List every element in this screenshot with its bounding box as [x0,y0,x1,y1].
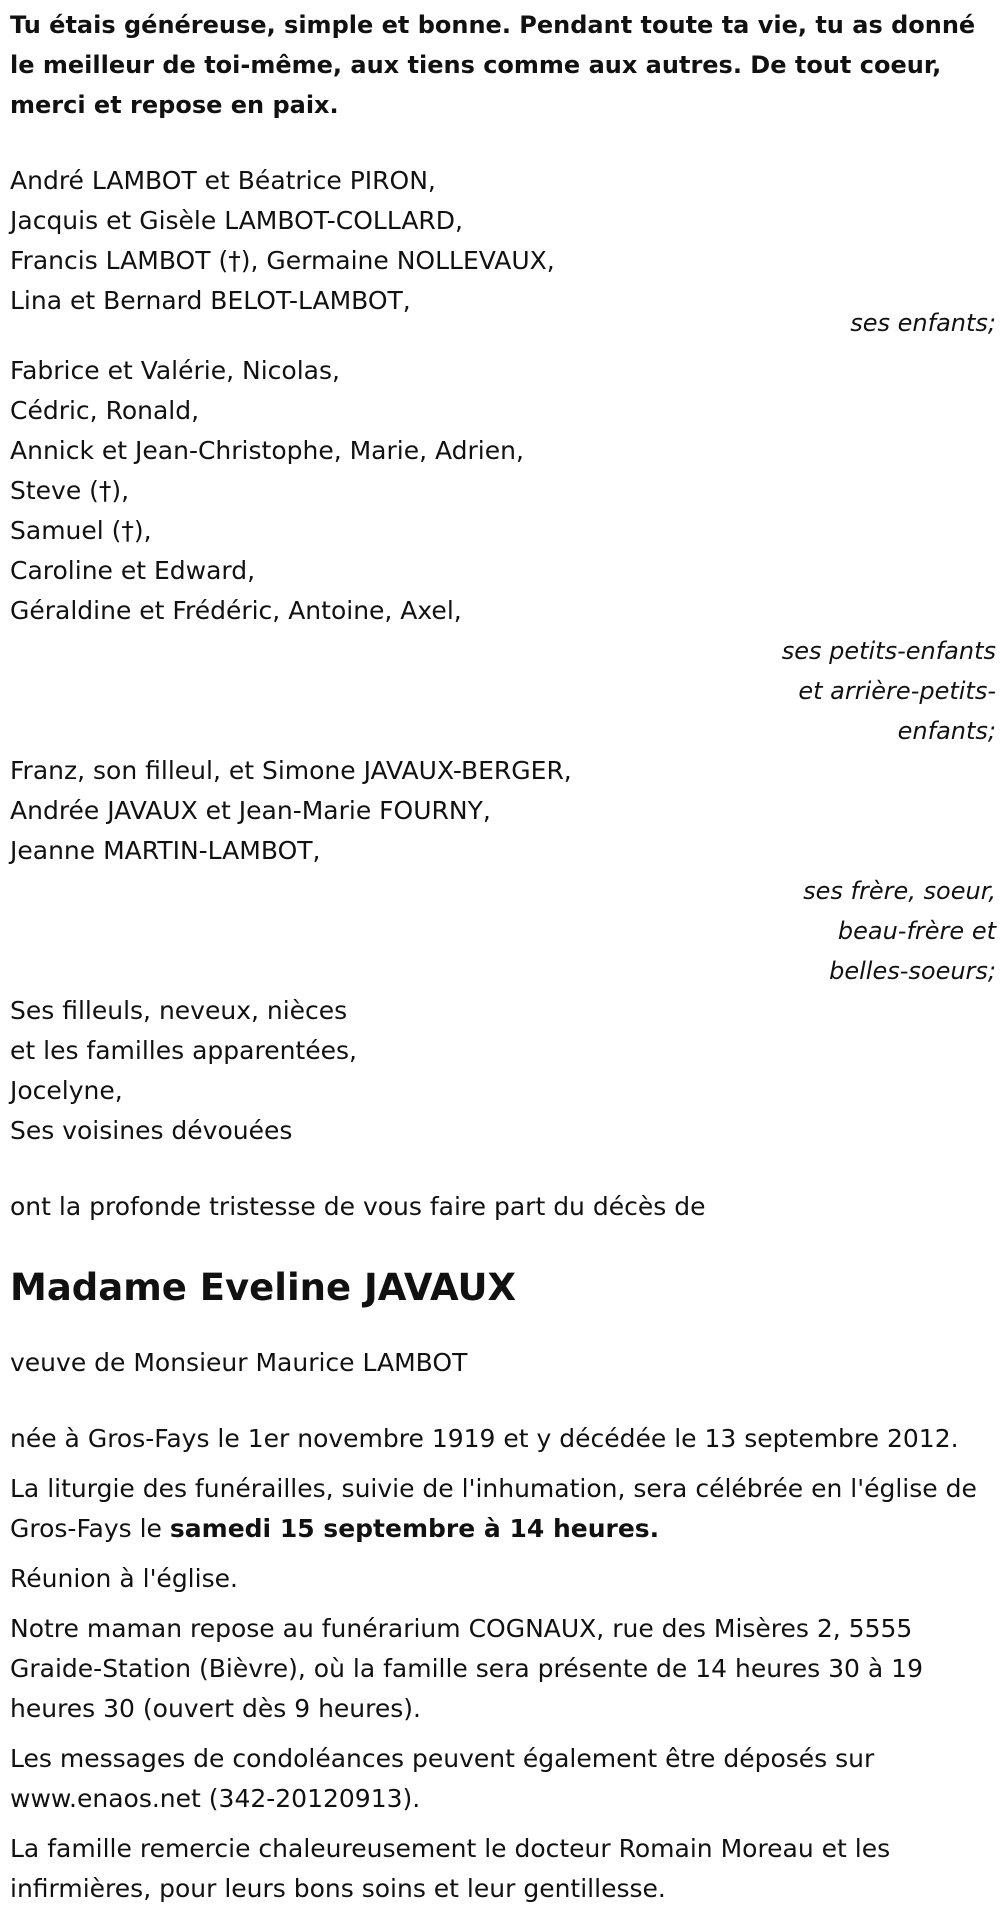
children-role: ses enfants; [850,309,996,337]
liturgy-date: samedi 15 septembre à 14 heures. [169,1514,660,1543]
grandchildren-line: Géraldine et Frédéric, Antoine, Axel, [10,596,462,625]
siblings-role: beau-frère et [837,917,996,945]
grandchildren-role: enfants; [897,717,996,745]
siblings-line: Andrée JAVAUX et Jean-Marie FOURNY, [10,796,491,825]
grandchildren-role: et arrière-petits- [798,677,996,705]
children-line: André LAMBOT et Béatrice PIRON, [10,166,436,195]
widow-of-text: veuve de Monsieur Maurice LAMBOT [10,1348,468,1377]
announcement-text: ont la profonde tristesse de vous faire part du décès de [10,1192,706,1221]
funeral-home-paragraph: Notre maman repose au funérarium COGNAUX, rue des Misères 2, 5555 Graide-Station (Bièvre), où la famille sera présente de 14 heures 30 à 19 heures 30 (ouvert dès 9 heures). [10,1614,923,1723]
liturgy-paragraph [10,1469,996,1549]
grandchildren-line: Fabrice et Valérie, Nicolas, [10,356,340,385]
grandchildren-group [10,351,996,751]
others-line: et les familles apparentées, [10,1036,357,1065]
grandchildren-line: Caroline et Edward, [10,556,256,585]
deceased-name: Madame Eveline JAVAUX [10,1266,517,1309]
siblings-line: Jeanne MARTIN-LAMBOT, [10,836,321,865]
children-line: Jacquis et Gisèle LAMBOT-COLLARD, [10,206,463,235]
others-line: Ses voisines dévouées [10,1116,293,1145]
siblings-role: belles-soeurs; [829,957,996,985]
meeting-paragraph: Réunion à l'église. [10,1564,238,1593]
obituary-content [10,0,996,1909]
grandchildren-role: ses petits-enfants [781,637,996,665]
liturgy-text: La liturgie des funérailles, suivie de l'inhumation, sera célébrée en l'église de Gros-Fays le [10,1474,977,1543]
grandchildren-line: Annick et Jean-Christophe, Marie, Adrien, [10,436,524,465]
thanks-paragraph: La famille remercie chaleureusement le docteur Romain Moreau et les infirmières, pour leurs bons soins et leur gentillesse. [10,1834,891,1903]
siblings-line: Franz, son filleul, et Simone JAVAUX-BERGER, [10,756,572,785]
condolences-paragraph: Les messages de condoléances peuvent également être déposés sur www.enaos.net (342-20120913). [10,1744,875,1813]
others-group [10,991,996,1151]
children-group [10,161,996,343]
children-line: Lina et Bernard BELOT-LAMBOT, [10,286,411,315]
intro-text: Tu étais généreuse, simple et bonne. Pendant toute ta vie, tu as donné le meilleur de toi-même, aux tiens comme aux autres. De tout coeur, merci et repose en paix. [10,11,976,119]
siblings-group [10,751,996,991]
grandchildren-line: Steve (†), [10,476,130,505]
birth-death-paragraph: née à Gros-Fays le 1er novembre 1919 et y décédée le 13 septembre 2012. [10,1424,959,1453]
others-line: Ses filleuls, neveux, nièces [10,996,348,1025]
grandchildren-line: Cédric, Ronald, [10,396,200,425]
siblings-role: ses frère, soeur, [803,877,996,905]
others-line: Jocelyne, [10,1076,123,1105]
grandchildren-line: Samuel (†), [10,516,152,545]
children-line: Francis LAMBOT (†), Germaine NOLLEVAUX, [10,246,555,275]
